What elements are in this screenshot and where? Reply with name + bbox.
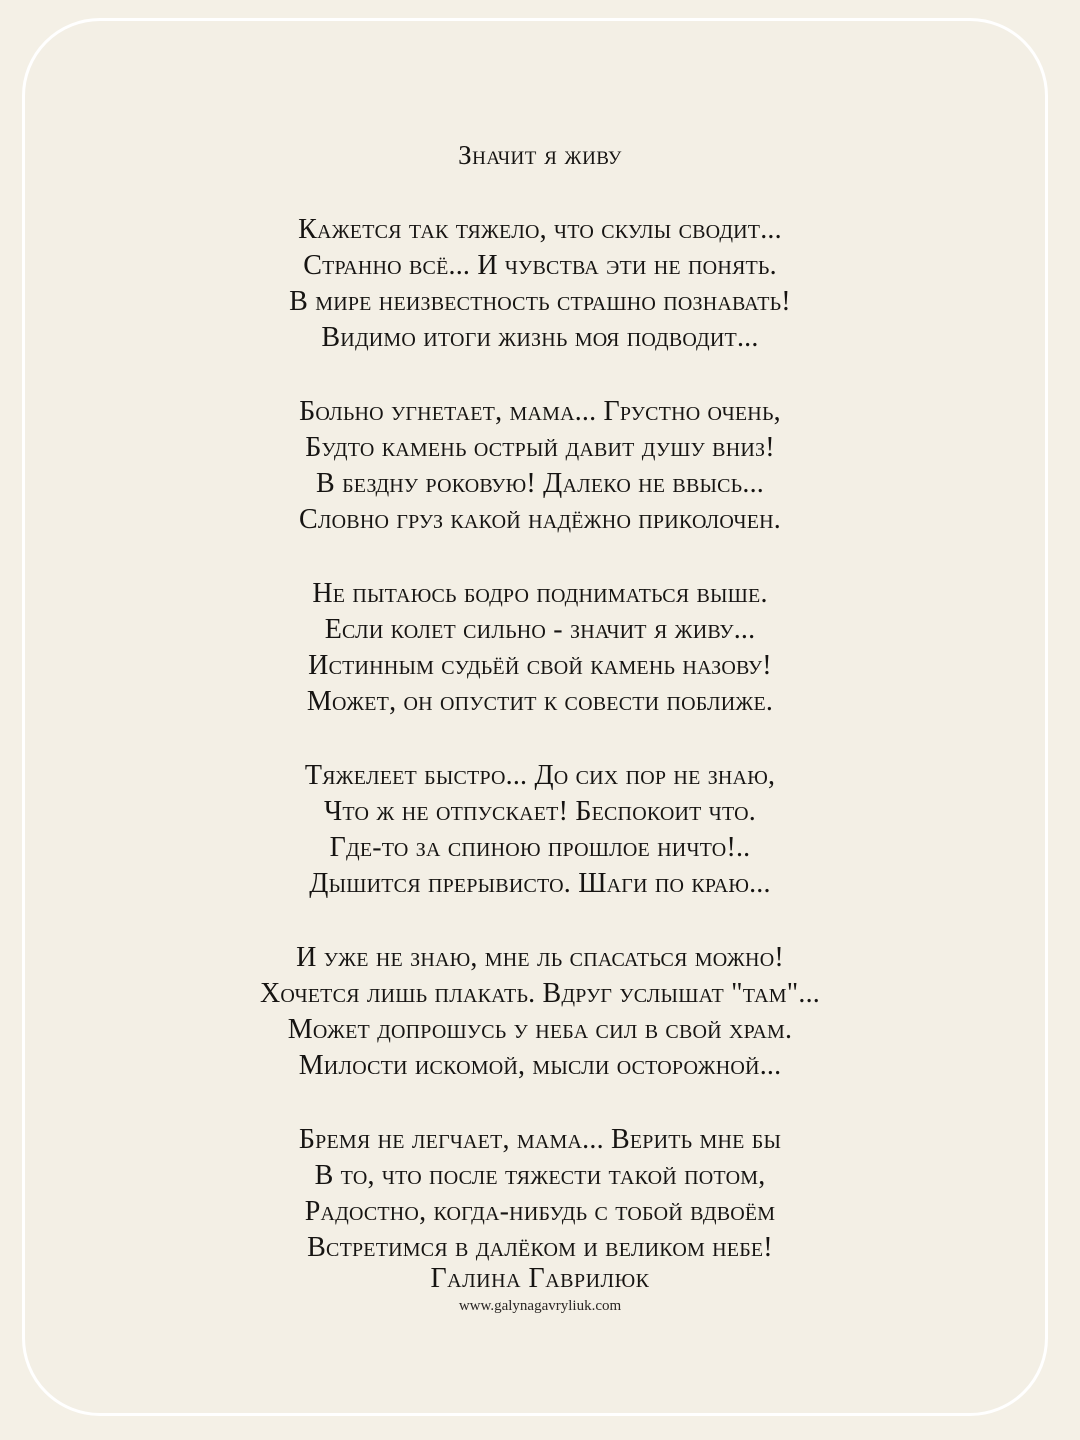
poem-line: В то, что после тяжести такой потом,: [314, 1160, 766, 1191]
stanza-5: [0, 940, 1080, 1084]
poem-line: Тяжелеет быстро... До сих пор не знаю,: [304, 760, 776, 791]
poem-line: Милости искомой, мысли осторожной...: [298, 1050, 782, 1081]
poem-line: Что ж не отпускает! Беспокоит что.: [324, 796, 756, 827]
poem-line: Где-то за спиною прошлое ничто!..: [329, 832, 751, 863]
poem-line: Больно угнетает, мама... Грустно очень,: [299, 396, 781, 427]
stanza-6: [0, 1122, 1080, 1266]
poem-line: Если колет сильно - значит я живу...: [324, 614, 756, 645]
poem-line: Будто камень острый давит душу вниз!: [305, 432, 775, 463]
poem-line: Хочется лишь плакать. Вдруг услышат "там"...: [260, 978, 820, 1009]
poem-line: Словно груз какой надёжно приколочен.: [299, 504, 781, 535]
poem-line: Радостно, когда-нибудь с тобой вдвоём: [304, 1196, 776, 1227]
poem-line: Бремя не легчает, мама... Верить мне бы: [298, 1124, 782, 1155]
poem-line: Видимо итоги жизнь моя подводит...: [321, 322, 759, 353]
poem-line: Может, он опустит к совести поближе.: [306, 686, 774, 717]
poem-line: Истинным судьёй свой камень назову!: [308, 650, 772, 681]
poem-line: Не пытаюсь бодро подниматься выше.: [312, 578, 768, 609]
stanza-2: [0, 394, 1080, 538]
stanza-4: [0, 758, 1080, 902]
poem-line: Может допрошусь у неба сил в свой храм.: [287, 1014, 793, 1045]
poem-title: Значит я живу: [458, 140, 622, 170]
poem-line: Кажется так тяжело, что скулы сводит...: [298, 214, 782, 245]
poem-line: Дышится прерывисто. Шаги по краю...: [309, 868, 771, 899]
poem-line: Странно всё... И чувства эти не понять.: [303, 250, 777, 281]
author-website: www.galynagavryliuk.com: [458, 1298, 622, 1314]
poem-line: В бездну роковую! Далеко не ввысь...: [316, 468, 764, 499]
author-name: Галина Гаврилюк: [430, 1263, 650, 1294]
poem-body: [0, 212, 1080, 1304]
stanza-3: [0, 576, 1080, 720]
stanza-1: [0, 212, 1080, 356]
poem-line: В мире неизвестность страшно познавать!: [289, 286, 791, 317]
poem-line: И уже не знаю, мне ль спасаться можно!: [296, 942, 784, 973]
poem-line: Встретимся в далёком и великом небе!: [307, 1232, 773, 1263]
